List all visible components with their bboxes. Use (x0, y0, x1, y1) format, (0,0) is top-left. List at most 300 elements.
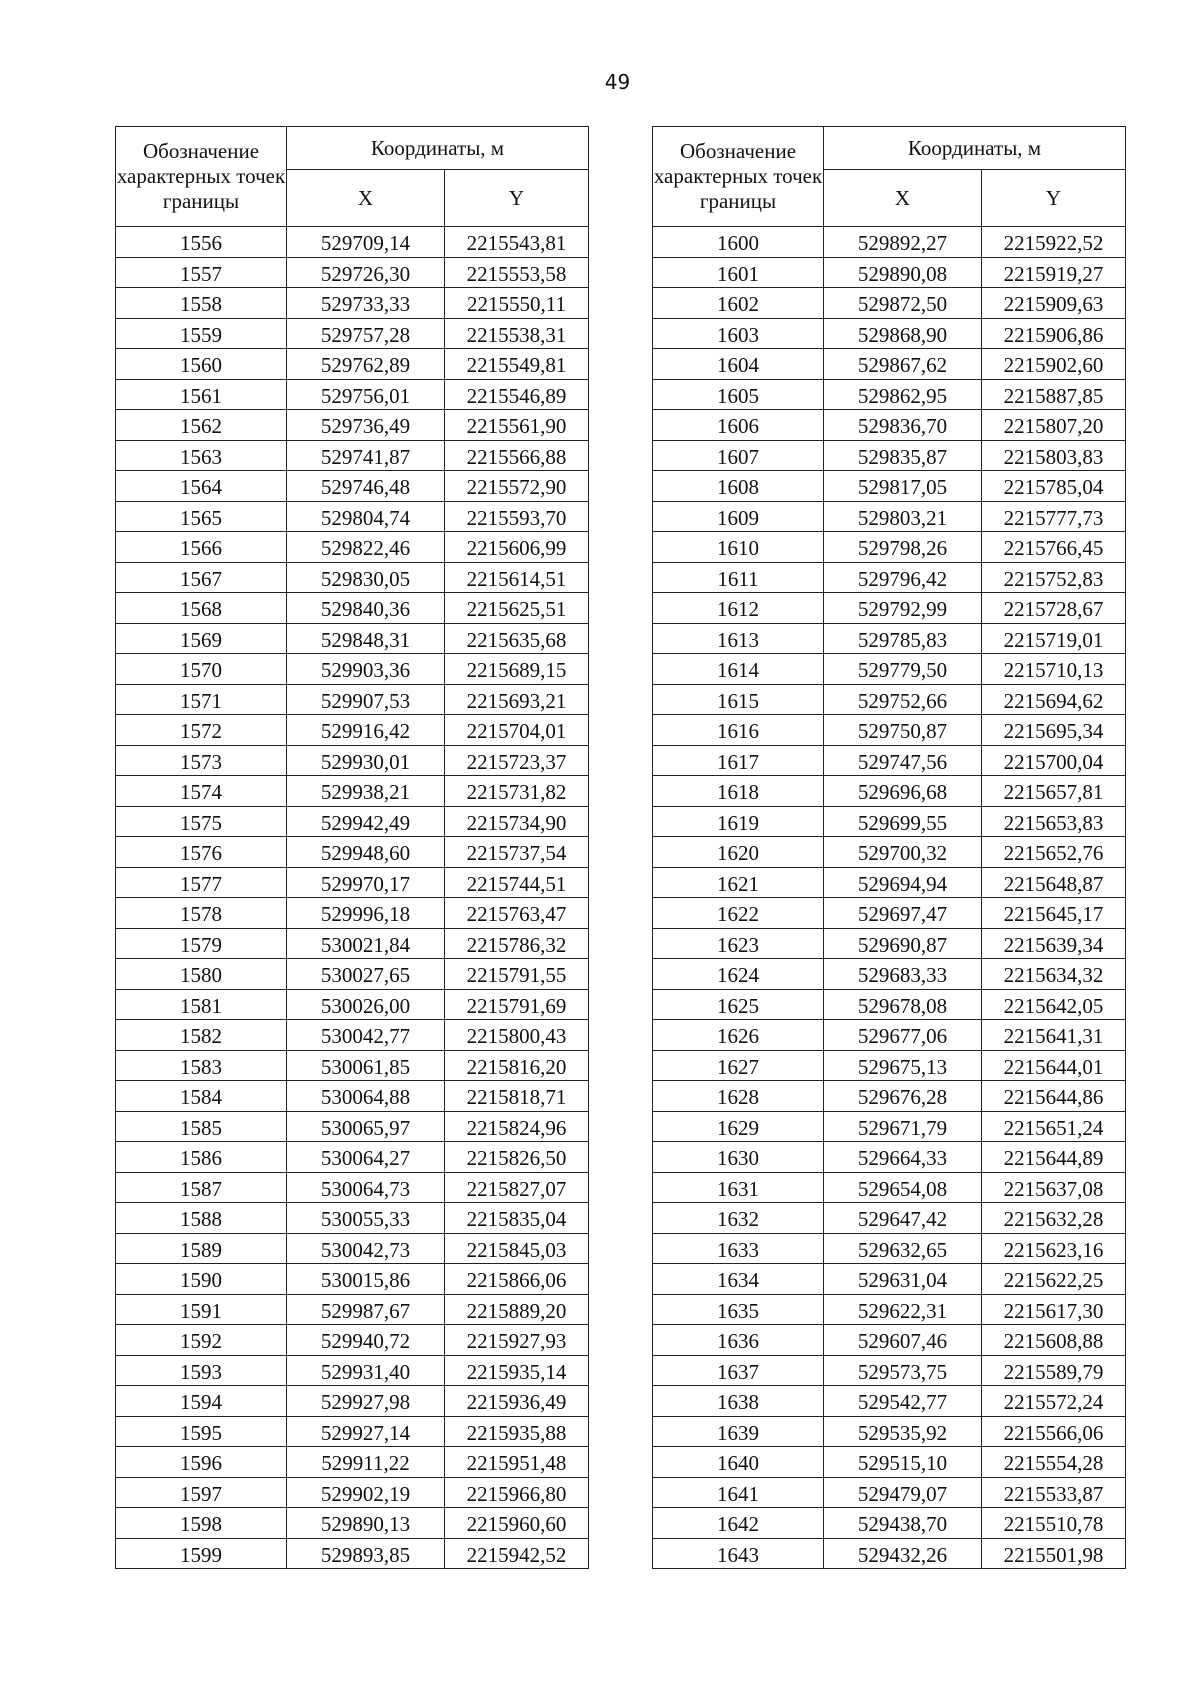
x-coordinate-cell: 530064,88 (287, 1081, 445, 1112)
y-coordinate-cell: 2215639,34 (982, 928, 1126, 959)
y-coordinate-cell: 2215648,87 (982, 867, 1126, 898)
x-coordinate-cell: 530026,00 (287, 989, 445, 1020)
y-coordinate-cell: 2215800,43 (445, 1020, 589, 1051)
point-number-cell: 1642 (653, 1508, 824, 1539)
point-number-cell: 1586 (116, 1142, 287, 1173)
point-number-cell: 1575 (116, 806, 287, 837)
y-coordinate-cell: 2215731,82 (445, 776, 589, 807)
table-row (653, 745, 1126, 776)
x-coordinate-cell: 529432,26 (824, 1538, 982, 1569)
point-number-cell: 1610 (653, 532, 824, 563)
y-coordinate-cell: 2215641,31 (982, 1020, 1126, 1051)
point-number-cell: 1584 (116, 1081, 287, 1112)
x-coordinate-cell: 529970,17 (287, 867, 445, 898)
point-number-cell: 1634 (653, 1264, 824, 1295)
table-row (116, 562, 589, 593)
y-coordinate-cell: 2215625,51 (445, 593, 589, 624)
coordinates-table-left (115, 126, 589, 1569)
table-row (116, 349, 589, 380)
table-row (653, 1477, 1126, 1508)
point-number-cell: 1612 (653, 593, 824, 624)
y-coordinate-cell: 2215632,28 (982, 1203, 1126, 1234)
point-number-cell: 1574 (116, 776, 287, 807)
point-number-cell: 1580 (116, 959, 287, 990)
x-coordinate-cell: 529907,53 (287, 684, 445, 715)
y-coordinate-cell: 2215966,80 (445, 1477, 589, 1508)
x-coordinate-cell: 530061,85 (287, 1050, 445, 1081)
table-row (653, 1386, 1126, 1417)
y-coordinate-cell: 2215710,13 (982, 654, 1126, 685)
x-coordinate-cell: 529779,50 (824, 654, 982, 685)
y-coordinate-cell: 2215700,04 (982, 745, 1126, 776)
point-number-cell: 1599 (116, 1538, 287, 1569)
x-coordinate-cell: 529872,50 (824, 288, 982, 319)
point-number-cell: 1595 (116, 1416, 287, 1447)
table-row (653, 1172, 1126, 1203)
x-coordinate-cell: 529675,13 (824, 1050, 982, 1081)
point-number-cell: 1558 (116, 288, 287, 319)
x-coordinate-cell: 529697,47 (824, 898, 982, 929)
table-row (653, 928, 1126, 959)
y-coordinate-cell: 2215637,08 (982, 1172, 1126, 1203)
point-number-cell: 1568 (116, 593, 287, 624)
table-row (653, 989, 1126, 1020)
point-number-cell: 1631 (653, 1172, 824, 1203)
x-coordinate-cell: 529747,56 (824, 745, 982, 776)
y-coordinate-cell: 2215689,15 (445, 654, 589, 685)
y-coordinate-cell: 2215553,58 (445, 257, 589, 288)
point-number-cell: 1637 (653, 1355, 824, 1386)
y-coordinate-cell: 2215704,01 (445, 715, 589, 746)
point-number-cell: 1615 (653, 684, 824, 715)
y-coordinate-cell: 2215608,88 (982, 1325, 1126, 1356)
point-number-cell: 1597 (116, 1477, 287, 1508)
x-coordinate-cell: 529892,27 (824, 227, 982, 258)
point-number-cell: 1625 (653, 989, 824, 1020)
table-row (653, 501, 1126, 532)
x-coordinate-cell: 529927,14 (287, 1416, 445, 1447)
table-row (116, 1020, 589, 1051)
y-coordinate-cell: 2215728,67 (982, 593, 1126, 624)
table-row (653, 715, 1126, 746)
y-coordinate-cell: 2215827,07 (445, 1172, 589, 1203)
y-coordinate-cell: 2215845,03 (445, 1233, 589, 1264)
table-body (653, 227, 1126, 1569)
point-number-cell: 1622 (653, 898, 824, 929)
y-coordinate-cell: 2215566,88 (445, 440, 589, 471)
table-row (116, 471, 589, 502)
x-coordinate-cell: 529804,74 (287, 501, 445, 532)
y-coordinate-cell: 2215634,32 (982, 959, 1126, 990)
table-row (116, 440, 589, 471)
y-coordinate-cell: 2215906,86 (982, 318, 1126, 349)
y-coordinate-cell: 2215644,89 (982, 1142, 1126, 1173)
x-coordinate-cell: 529868,90 (824, 318, 982, 349)
table-row (653, 959, 1126, 990)
point-number-cell: 1562 (116, 410, 287, 441)
point-number-cell: 1630 (653, 1142, 824, 1173)
table-row (653, 806, 1126, 837)
y-column-header: Y (982, 170, 1126, 227)
y-coordinate-cell: 2215734,90 (445, 806, 589, 837)
y-coordinate-cell: 2215501,98 (982, 1538, 1126, 1569)
x-coordinate-cell: 529535,92 (824, 1416, 982, 1447)
point-number-cell: 1616 (653, 715, 824, 746)
x-coordinate-cell: 529654,08 (824, 1172, 982, 1203)
x-coordinate-cell: 529867,62 (824, 349, 982, 380)
y-coordinate-cell: 2215737,54 (445, 837, 589, 868)
y-column-header: Y (445, 170, 589, 227)
point-number-cell: 1596 (116, 1447, 287, 1478)
table-row (653, 623, 1126, 654)
x-coordinate-cell: 529694,94 (824, 867, 982, 898)
y-coordinate-cell: 2215777,73 (982, 501, 1126, 532)
x-coordinate-cell: 529862,95 (824, 379, 982, 410)
x-coordinate-cell: 529733,33 (287, 288, 445, 319)
y-coordinate-cell: 2215614,51 (445, 562, 589, 593)
point-number-cell: 1605 (653, 379, 824, 410)
y-coordinate-cell: 2215652,76 (982, 837, 1126, 868)
x-coordinate-cell: 529700,32 (824, 837, 982, 868)
point-number-cell: 1601 (653, 257, 824, 288)
table-row (116, 776, 589, 807)
point-number-cell: 1567 (116, 562, 287, 593)
x-coordinate-cell: 530021,84 (287, 928, 445, 959)
point-number-cell: 1635 (653, 1294, 824, 1325)
table-row (116, 1477, 589, 1508)
table-row (653, 898, 1126, 929)
table-row (116, 1508, 589, 1539)
point-number-cell: 1621 (653, 867, 824, 898)
point-number-cell: 1587 (116, 1172, 287, 1203)
table-row (653, 1508, 1126, 1539)
table-row (653, 349, 1126, 380)
y-coordinate-cell: 2215887,85 (982, 379, 1126, 410)
table-row (653, 837, 1126, 868)
table-row (653, 257, 1126, 288)
x-coordinate-cell: 530064,73 (287, 1172, 445, 1203)
point-number-cell: 1563 (116, 440, 287, 471)
x-coordinate-cell: 529631,04 (824, 1264, 982, 1295)
y-coordinate-cell: 2215651,24 (982, 1111, 1126, 1142)
x-coordinate-cell: 529664,33 (824, 1142, 982, 1173)
point-number-cell: 1566 (116, 532, 287, 563)
y-coordinate-cell: 2215909,63 (982, 288, 1126, 319)
y-coordinate-cell: 2215622,25 (982, 1264, 1126, 1295)
x-coordinate-cell: 529848,31 (287, 623, 445, 654)
x-coordinate-cell: 529817,05 (824, 471, 982, 502)
point-number-cell: 1633 (653, 1233, 824, 1264)
point-number-cell: 1569 (116, 623, 287, 654)
point-number-cell: 1582 (116, 1020, 287, 1051)
y-coordinate-cell: 2215693,21 (445, 684, 589, 715)
x-coordinate-cell: 529573,75 (824, 1355, 982, 1386)
point-number-cell: 1624 (653, 959, 824, 990)
table-row (653, 1294, 1126, 1325)
x-coordinate-cell: 529515,10 (824, 1447, 982, 1478)
point-number-cell: 1639 (653, 1416, 824, 1447)
table-row (116, 837, 589, 868)
point-number-cell: 1559 (116, 318, 287, 349)
x-coordinate-cell: 529647,42 (824, 1203, 982, 1234)
y-coordinate-cell: 2215549,81 (445, 349, 589, 380)
point-number-cell: 1602 (653, 288, 824, 319)
point-number-cell: 1627 (653, 1050, 824, 1081)
table-row (653, 776, 1126, 807)
point-number-cell: 1585 (116, 1111, 287, 1142)
x-coordinate-cell: 529822,46 (287, 532, 445, 563)
table-row (116, 1111, 589, 1142)
table-row (116, 684, 589, 715)
y-coordinate-cell: 2215695,34 (982, 715, 1126, 746)
point-number-cell: 1620 (653, 837, 824, 868)
table-row (116, 1203, 589, 1234)
table-row (653, 1538, 1126, 1569)
x-coordinate-cell: 529438,70 (824, 1508, 982, 1539)
x-coordinate-cell: 529699,55 (824, 806, 982, 837)
x-coordinate-cell: 529903,36 (287, 654, 445, 685)
point-number-cell: 1591 (116, 1294, 287, 1325)
x-coordinate-cell: 529622,31 (824, 1294, 982, 1325)
table-row (653, 593, 1126, 624)
x-coordinate-cell: 529607,46 (824, 1325, 982, 1356)
table-row (653, 867, 1126, 898)
x-coordinate-cell: 529671,79 (824, 1111, 982, 1142)
y-coordinate-cell: 2215922,52 (982, 227, 1126, 258)
x-column-header: X (287, 170, 445, 227)
coordinates-header: Координаты, м (824, 127, 1126, 170)
point-number-cell: 1623 (653, 928, 824, 959)
table-row (653, 1203, 1126, 1234)
x-coordinate-cell: 529940,72 (287, 1325, 445, 1356)
point-number-cell: 1607 (653, 440, 824, 471)
coordinates-table-right (652, 126, 1126, 1569)
y-coordinate-cell: 2215623,16 (982, 1233, 1126, 1264)
y-coordinate-cell: 2215561,90 (445, 410, 589, 441)
x-coordinate-cell: 529890,13 (287, 1508, 445, 1539)
page-number: 49 (604, 70, 631, 94)
point-number-cell: 1640 (653, 1447, 824, 1478)
x-column-header: X (824, 170, 982, 227)
point-number-cell: 1579 (116, 928, 287, 959)
x-coordinate-cell: 529696,68 (824, 776, 982, 807)
y-coordinate-cell: 2215657,81 (982, 776, 1126, 807)
table-row (116, 379, 589, 410)
y-coordinate-cell: 2215791,69 (445, 989, 589, 1020)
x-coordinate-cell: 529542,77 (824, 1386, 982, 1417)
table-row (116, 989, 589, 1020)
y-coordinate-cell: 2215942,52 (445, 1538, 589, 1569)
point-number-cell: 1557 (116, 257, 287, 288)
x-coordinate-cell: 529890,08 (824, 257, 982, 288)
y-coordinate-cell: 2215589,79 (982, 1355, 1126, 1386)
point-number-cell: 1588 (116, 1203, 287, 1234)
x-coordinate-cell: 529677,06 (824, 1020, 982, 1051)
table-row (116, 1081, 589, 1112)
x-coordinate-cell: 529987,67 (287, 1294, 445, 1325)
x-coordinate-cell: 530065,97 (287, 1111, 445, 1142)
point-number-cell: 1629 (653, 1111, 824, 1142)
point-number-cell: 1618 (653, 776, 824, 807)
x-coordinate-cell: 529830,05 (287, 562, 445, 593)
y-coordinate-cell: 2215936,49 (445, 1386, 589, 1417)
point-number-cell: 1608 (653, 471, 824, 502)
y-coordinate-cell: 2215785,04 (982, 471, 1126, 502)
y-coordinate-cell: 2215919,27 (982, 257, 1126, 288)
y-coordinate-cell: 2215889,20 (445, 1294, 589, 1325)
table-row (653, 684, 1126, 715)
table-row (653, 410, 1126, 441)
designation-header: Обозначение характерных точек границы (653, 127, 824, 227)
y-coordinate-cell: 2215635,68 (445, 623, 589, 654)
point-number-cell: 1571 (116, 684, 287, 715)
table-row (116, 1325, 589, 1356)
x-coordinate-cell: 529835,87 (824, 440, 982, 471)
table-row (116, 898, 589, 929)
x-coordinate-cell: 530042,77 (287, 1020, 445, 1051)
point-number-cell: 1560 (116, 349, 287, 380)
y-coordinate-cell: 2215644,01 (982, 1050, 1126, 1081)
y-coordinate-cell: 2215791,55 (445, 959, 589, 990)
x-coordinate-cell: 529927,98 (287, 1386, 445, 1417)
point-number-cell: 1564 (116, 471, 287, 502)
point-number-cell: 1577 (116, 867, 287, 898)
table-row (116, 1386, 589, 1417)
table-row (116, 501, 589, 532)
table-row (653, 1020, 1126, 1051)
table-row (116, 623, 589, 654)
x-coordinate-cell: 529752,66 (824, 684, 982, 715)
point-number-cell: 1600 (653, 227, 824, 258)
x-coordinate-cell: 529757,28 (287, 318, 445, 349)
point-number-cell: 1641 (653, 1477, 824, 1508)
y-coordinate-cell: 2215786,32 (445, 928, 589, 959)
point-number-cell: 1638 (653, 1386, 824, 1417)
point-number-cell: 1592 (116, 1325, 287, 1356)
y-coordinate-cell: 2215694,62 (982, 684, 1126, 715)
table-row (116, 532, 589, 563)
point-number-cell: 1572 (116, 715, 287, 746)
point-number-cell: 1576 (116, 837, 287, 868)
y-coordinate-cell: 2215533,87 (982, 1477, 1126, 1508)
table-row (653, 532, 1126, 563)
y-coordinate-cell: 2215538,31 (445, 318, 589, 349)
x-coordinate-cell: 529836,70 (824, 410, 982, 441)
point-number-cell: 1613 (653, 623, 824, 654)
y-coordinate-cell: 2215803,83 (982, 440, 1126, 471)
x-coordinate-cell: 529709,14 (287, 227, 445, 258)
y-coordinate-cell: 2215824,96 (445, 1111, 589, 1142)
table-row (116, 715, 589, 746)
y-coordinate-cell: 2215752,83 (982, 562, 1126, 593)
table-row (116, 745, 589, 776)
table-row (116, 1233, 589, 1264)
table-row (116, 806, 589, 837)
point-number-cell: 1598 (116, 1508, 287, 1539)
table-row (653, 1050, 1126, 1081)
point-number-cell: 1606 (653, 410, 824, 441)
x-coordinate-cell: 529690,87 (824, 928, 982, 959)
point-number-cell: 1626 (653, 1020, 824, 1051)
point-number-cell: 1632 (653, 1203, 824, 1234)
y-coordinate-cell: 2215927,93 (445, 1325, 589, 1356)
x-coordinate-cell: 529678,08 (824, 989, 982, 1020)
y-coordinate-cell: 2215960,60 (445, 1508, 589, 1539)
point-number-cell: 1589 (116, 1233, 287, 1264)
table-row (116, 257, 589, 288)
table-row (653, 562, 1126, 593)
table-row (116, 959, 589, 990)
x-coordinate-cell: 529785,83 (824, 623, 982, 654)
table-row (116, 593, 589, 624)
x-coordinate-cell: 529479,07 (824, 1477, 982, 1508)
table-row (653, 227, 1126, 258)
x-coordinate-cell: 530064,27 (287, 1142, 445, 1173)
table-row (653, 440, 1126, 471)
table-row (653, 1111, 1126, 1142)
y-coordinate-cell: 2215826,50 (445, 1142, 589, 1173)
table-row (116, 227, 589, 258)
x-coordinate-cell: 529902,19 (287, 1477, 445, 1508)
point-number-cell: 1611 (653, 562, 824, 593)
point-number-cell: 1556 (116, 227, 287, 258)
point-number-cell: 1565 (116, 501, 287, 532)
y-coordinate-cell: 2215543,81 (445, 227, 589, 258)
y-coordinate-cell: 2215935,14 (445, 1355, 589, 1386)
x-coordinate-cell: 529741,87 (287, 440, 445, 471)
table-row (116, 1538, 589, 1569)
point-number-cell: 1643 (653, 1538, 824, 1569)
y-coordinate-cell: 2215546,89 (445, 379, 589, 410)
y-coordinate-cell: 2215572,24 (982, 1386, 1126, 1417)
table-row (653, 1416, 1126, 1447)
table-row (653, 1233, 1126, 1264)
designation-header: Обозначение характерных точек границы (116, 127, 287, 227)
table-row (116, 1355, 589, 1386)
table-row (653, 318, 1126, 349)
table-body (116, 227, 589, 1569)
y-coordinate-cell: 2215816,20 (445, 1050, 589, 1081)
table-row (116, 654, 589, 685)
x-coordinate-cell: 529632,65 (824, 1233, 982, 1264)
y-coordinate-cell: 2215644,86 (982, 1081, 1126, 1112)
x-coordinate-cell: 529676,28 (824, 1081, 982, 1112)
y-coordinate-cell: 2215566,06 (982, 1416, 1126, 1447)
point-number-cell: 1590 (116, 1264, 287, 1295)
x-coordinate-cell: 530027,65 (287, 959, 445, 990)
table-row (116, 1447, 589, 1478)
table-row (653, 471, 1126, 502)
table-row (116, 1172, 589, 1203)
point-number-cell: 1570 (116, 654, 287, 685)
point-number-cell: 1617 (653, 745, 824, 776)
x-coordinate-cell: 529931,40 (287, 1355, 445, 1386)
y-coordinate-cell: 2215653,83 (982, 806, 1126, 837)
point-number-cell: 1619 (653, 806, 824, 837)
table-row (653, 1355, 1126, 1386)
y-coordinate-cell: 2215935,88 (445, 1416, 589, 1447)
y-coordinate-cell: 2215818,71 (445, 1081, 589, 1112)
point-number-cell: 1614 (653, 654, 824, 685)
y-coordinate-cell: 2215766,45 (982, 532, 1126, 563)
point-number-cell: 1578 (116, 898, 287, 929)
x-coordinate-cell: 529750,87 (824, 715, 982, 746)
table-row (116, 1142, 589, 1173)
point-number-cell: 1593 (116, 1355, 287, 1386)
x-coordinate-cell: 529893,85 (287, 1538, 445, 1569)
x-coordinate-cell: 529911,22 (287, 1447, 445, 1478)
table-row (653, 1264, 1126, 1295)
